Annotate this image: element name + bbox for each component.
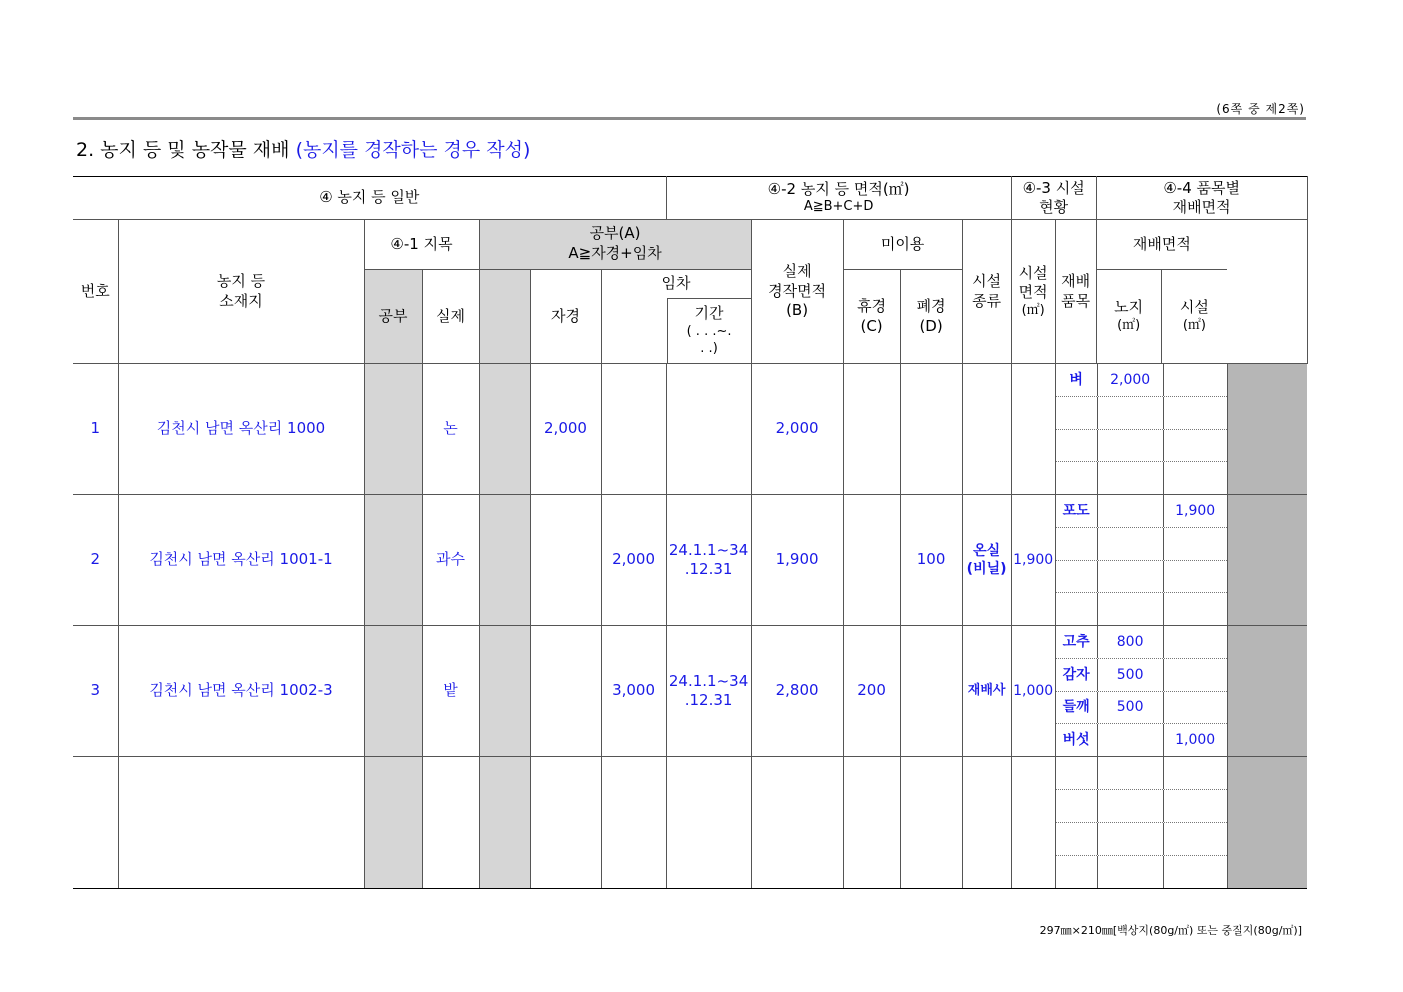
crop-open-area[interactable]	[1097, 790, 1163, 822]
header-fac-area-3: (㎡)	[1021, 302, 1045, 318]
row-actual[interactable]: 2,000	[751, 364, 843, 495]
crop-open-area[interactable]	[1097, 430, 1163, 462]
row-official[interactable]	[479, 495, 530, 626]
header-actual-1: 실제	[782, 262, 812, 281]
row-lease[interactable]: 2,000	[601, 495, 666, 626]
row-crops	[1055, 757, 1227, 889]
row-own[interactable]: 2,000	[530, 364, 601, 495]
header-facility-title: ④-3 시설	[1022, 178, 1085, 197]
row-fac-area[interactable]	[1011, 757, 1055, 889]
crop-item[interactable]	[1056, 561, 1097, 593]
header-landcat-actual: 실제	[422, 270, 479, 364]
header-lease-period-fmt-1: ( . . .~.	[686, 323, 732, 339]
crop-row	[1056, 626, 1227, 658]
header-fac-type	[962, 220, 1011, 364]
row-owner[interactable]	[1227, 364, 1307, 495]
crop-fac-area[interactable]	[1163, 856, 1227, 888]
crop-item[interactable]: 감자	[1062, 666, 1090, 683]
row-fac-type[interactable]	[962, 364, 1011, 495]
header-lease	[601, 270, 751, 364]
row-abandoned[interactable]	[900, 757, 962, 889]
header-actual-2: 경작면적	[768, 281, 827, 300]
header-landcat-official: 공부	[364, 270, 422, 364]
header-open-field-2: (㎡)	[1117, 317, 1141, 333]
header-facility-area-1: 시설	[1179, 298, 1209, 317]
row-fac-type[interactable]	[962, 757, 1011, 889]
crop-fac-area[interactable]	[1163, 790, 1227, 822]
header-area-title: ④-2 농지 등 면적(㎡)	[767, 179, 910, 198]
header-fac-type-1: 시설	[972, 272, 1002, 290]
crop-item[interactable]: 포도	[1062, 502, 1090, 519]
crop-item[interactable]	[1056, 790, 1097, 822]
header-crop-sub: 재배면적	[1172, 198, 1231, 216]
header-location-2: 소재지	[219, 291, 263, 310]
farmland-table	[73, 176, 1307, 889]
row-landcat-official[interactable]	[364, 626, 422, 757]
crop-item[interactable]: 벼	[1069, 371, 1083, 388]
section-title	[76, 135, 530, 162]
crop-row	[1056, 822, 1227, 855]
header-lease-label: 임차	[661, 274, 691, 293]
row-abandoned[interactable]	[900, 626, 962, 757]
row-fac-type[interactable]	[962, 626, 1011, 757]
crop-row	[1056, 527, 1227, 560]
header-official	[479, 220, 751, 270]
paper-spec-footer: 297㎜×210㎜[백상지(80g/㎡) 또는 중질지(80g/㎡)]	[1039, 924, 1302, 937]
crop-row	[1056, 592, 1227, 625]
crop-open-area[interactable]	[1097, 495, 1163, 527]
header-official-2: A≧자경+임차	[568, 243, 662, 262]
row-own[interactable]	[530, 757, 601, 889]
row-fallow[interactable]: 200	[843, 626, 900, 757]
header-crop-item-2: 품목	[1061, 291, 1091, 310]
header-crop	[1096, 177, 1307, 220]
row-lease[interactable]	[601, 757, 666, 889]
header-fallow-2: (C)	[860, 316, 883, 335]
header-abandoned-2: (D)	[919, 316, 943, 335]
table-row	[73, 364, 1307, 495]
header-abandoned-1: 폐경	[916, 297, 946, 315]
row-period[interactable]	[666, 626, 751, 757]
row-actual[interactable]	[751, 757, 843, 889]
crop-fac-area[interactable]	[1163, 561, 1227, 593]
row-official[interactable]	[479, 626, 530, 757]
crop-fac-area[interactable]	[1163, 823, 1227, 855]
row-landcat-official[interactable]	[364, 364, 422, 495]
crop-fac-area[interactable]	[1163, 430, 1227, 462]
row-number[interactable]	[73, 757, 118, 889]
row-own[interactable]	[530, 495, 601, 626]
table-row	[73, 495, 1307, 626]
row-official[interactable]	[479, 757, 530, 889]
header-actual	[751, 220, 843, 364]
row-fac-type[interactable]	[962, 495, 1011, 626]
crop-item[interactable]	[1056, 823, 1097, 855]
row-location[interactable]: 김천시 남면 옥산리 1000	[118, 364, 364, 495]
header-abandoned	[900, 270, 962, 364]
header-facility-area-2: (㎡)	[1182, 317, 1206, 333]
crop-open-area[interactable]: 800	[1097, 626, 1163, 658]
row-crops	[1055, 364, 1227, 495]
crop-row	[1056, 789, 1227, 822]
crop-open-area[interactable]	[1097, 724, 1163, 756]
crop-item[interactable]: 고추	[1062, 633, 1090, 650]
row-landcat-actual[interactable]: 논	[422, 364, 479, 495]
crop-open-area[interactable]	[1097, 757, 1163, 789]
crop-fac-area[interactable]	[1163, 397, 1227, 429]
table-row	[73, 626, 1307, 757]
crop-row	[1056, 855, 1227, 888]
crop-fac-area[interactable]: 1,000	[1163, 724, 1227, 756]
crop-fac-area[interactable]	[1163, 659, 1227, 691]
crop-row	[1056, 691, 1227, 724]
crop-fac-area[interactable]	[1163, 626, 1227, 658]
crop-item[interactable]	[1056, 757, 1097, 789]
crop-open-area[interactable]	[1097, 462, 1163, 494]
crop-item[interactable]	[1056, 462, 1097, 494]
row-number[interactable]: 1	[73, 364, 118, 495]
row-location[interactable]: 김천시 남면 옥산리 1001-1	[118, 495, 364, 626]
row-fac-area[interactable]	[1011, 364, 1055, 495]
header-crop-item	[1055, 220, 1096, 364]
row-location[interactable]: 김천시 남면 옥산리 1002-3	[118, 626, 364, 757]
header-facility-sub: 현황	[1039, 198, 1069, 216]
row-fallow[interactable]	[843, 495, 900, 626]
crop-item[interactable]	[1056, 856, 1097, 888]
crop-fac-area[interactable]	[1163, 757, 1227, 789]
crop-row	[1056, 364, 1227, 396]
header-fac-area	[1011, 220, 1055, 364]
row-period-1: 24.1.1~34	[668, 540, 749, 559]
row-period-2: .12.31	[684, 560, 733, 578]
row-period[interactable]	[666, 757, 751, 889]
section-title-note: (농지를 경작하는 경우 작성)	[295, 139, 531, 161]
header-unused: 미이용	[843, 220, 962, 270]
header-own: 자경	[530, 270, 601, 364]
row-landcat-official[interactable]	[364, 495, 422, 626]
crop-open-area[interactable]	[1097, 561, 1163, 593]
crop-open-area[interactable]	[1097, 528, 1163, 560]
header-fallow	[843, 270, 900, 364]
row-crops	[1055, 626, 1227, 757]
header-lease-blank	[602, 298, 667, 363]
row-crops	[1055, 495, 1227, 626]
header-location	[118, 220, 364, 364]
row-owner[interactable]	[1227, 757, 1307, 889]
header-crop-item-1: 재배	[1061, 272, 1091, 290]
row-lease[interactable]	[601, 364, 666, 495]
header-general: ④ 농지 등 일반	[73, 177, 666, 220]
header-facility-area	[1161, 270, 1227, 364]
crop-open-area[interactable]	[1097, 593, 1163, 625]
header-fac-type-2: 종류	[972, 291, 1002, 310]
crop-item[interactable]	[1056, 528, 1097, 560]
row-location[interactable]	[118, 757, 364, 889]
section-title-text: 2. 농지 등 및 농작물 재배	[76, 139, 290, 161]
crop-row	[1056, 560, 1227, 593]
header-fallow-1: 휴경	[857, 297, 887, 315]
row-period[interactable]	[666, 495, 751, 626]
row-landcat-actual[interactable]: 과수	[422, 495, 479, 626]
header-open-field	[1096, 270, 1161, 364]
table-row	[73, 757, 1307, 889]
crop-open-area[interactable]	[1097, 397, 1163, 429]
row-landcat-actual[interactable]	[422, 757, 479, 889]
row-number[interactable]: 2	[73, 495, 118, 626]
header-cult-area: 재배면적	[1096, 220, 1227, 270]
crop-open-area[interactable]	[1097, 823, 1163, 855]
row-actual[interactable]: 1,900	[751, 495, 843, 626]
header-landcat: ④-1 지목	[364, 220, 479, 270]
row-landcat-actual[interactable]: 밭	[422, 626, 479, 757]
crop-item[interactable]	[1056, 430, 1097, 462]
page-number: (6쪽 중 제2쪽)	[1216, 102, 1305, 116]
top-rule	[73, 117, 1306, 120]
header-lease-period	[667, 298, 751, 363]
header-area	[666, 177, 1011, 220]
row-fac-area[interactable]: 1,900	[1011, 495, 1055, 626]
header-location-1: 농지 등	[216, 272, 266, 290]
crop-fac-area[interactable]	[1163, 462, 1227, 494]
crop-open-area[interactable]: 500	[1097, 659, 1163, 691]
header-open-field-1: 노지	[1114, 298, 1144, 317]
row-landcat-official[interactable]	[364, 757, 422, 889]
crop-row	[1056, 429, 1227, 462]
row-abandoned[interactable]	[900, 364, 962, 495]
header-fac-area-2: 면적	[1018, 283, 1048, 302]
row-fallow[interactable]	[843, 757, 900, 889]
row-abandoned[interactable]: 100	[900, 495, 962, 626]
row-fac-type-1: 온실	[973, 542, 1001, 559]
header-crop-title: ④-4 품목별	[1163, 178, 1240, 197]
row-lease[interactable]: 3,000	[601, 626, 666, 757]
header-facility	[1011, 177, 1096, 220]
row-period-1: 24.1.1~34	[668, 671, 749, 690]
crop-item[interactable]: 버섯	[1062, 732, 1090, 749]
crop-fac-area[interactable]	[1163, 528, 1227, 560]
row-official[interactable]	[479, 364, 530, 495]
crop-fac-area[interactable]	[1163, 364, 1227, 396]
row-number[interactable]: 3	[73, 626, 118, 757]
crop-open-area[interactable]	[1097, 856, 1163, 888]
row-fallow[interactable]	[843, 364, 900, 495]
header-fac-area-1: 시설	[1018, 263, 1048, 282]
row-fac-area[interactable]: 1,000	[1011, 626, 1055, 757]
row-owner[interactable]	[1227, 626, 1307, 757]
header-number: 번호	[73, 220, 118, 364]
crop-item[interactable]: 들깨	[1062, 699, 1090, 716]
header-lease-period-label: 기간	[694, 304, 724, 323]
header-actual-3: (B)	[786, 301, 809, 320]
crop-open-area[interactable]: 2,000	[1097, 364, 1163, 396]
crop-row	[1056, 461, 1227, 494]
row-fac-type-2: (비닐)	[966, 561, 1007, 577]
crop-item[interactable]	[1056, 397, 1097, 429]
crop-fac-area[interactable]: 1,900	[1163, 495, 1227, 527]
header-area-formula: A≧B+C+D	[803, 199, 874, 215]
crop-row	[1056, 757, 1227, 789]
crop-row	[1056, 658, 1227, 691]
crop-row	[1056, 396, 1227, 429]
crop-row	[1056, 723, 1227, 756]
header-official-blank	[479, 270, 530, 364]
row-own[interactable]	[530, 626, 601, 757]
crop-open-area[interactable]: 500	[1097, 692, 1163, 724]
row-fac-type-1: 재배사	[967, 682, 1006, 698]
crop-fac-area[interactable]	[1163, 692, 1227, 724]
header-lease-period-fmt-2: . .)	[700, 340, 718, 356]
row-actual[interactable]: 2,800	[751, 626, 843, 757]
crop-fac-area[interactable]	[1163, 593, 1227, 625]
crop-item[interactable]	[1056, 593, 1097, 625]
row-period-2: .12.31	[684, 691, 733, 709]
row-period[interactable]	[666, 364, 751, 495]
crop-row	[1056, 495, 1227, 527]
row-owner[interactable]	[1227, 495, 1307, 626]
header-official-1: 공부(A)	[589, 224, 641, 242]
